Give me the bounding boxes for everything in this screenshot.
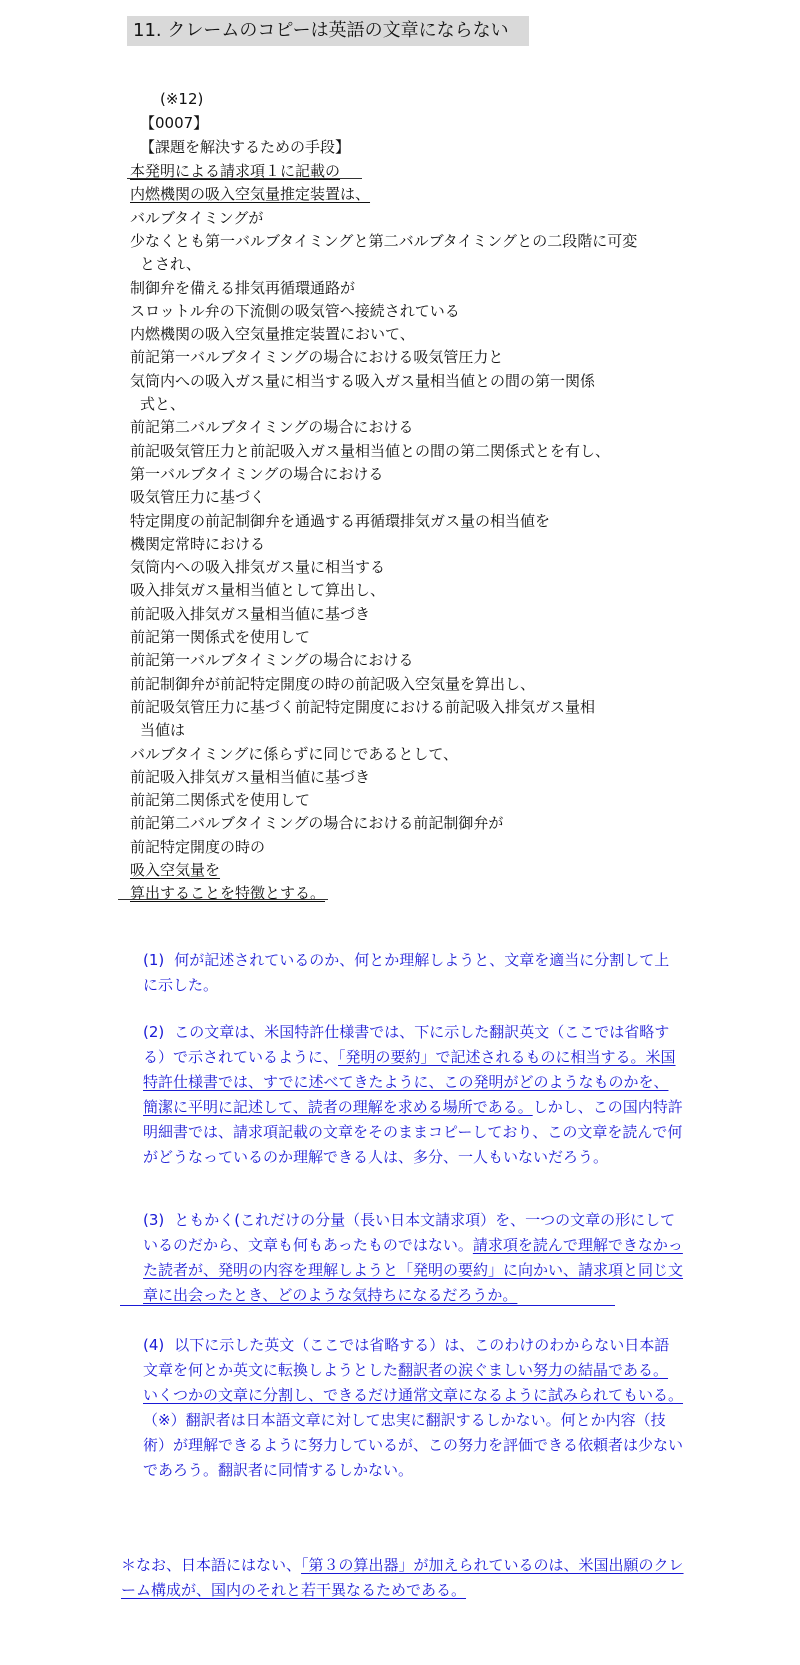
note-number: (4): [143, 1336, 165, 1354]
claim-line: 前記第一バルブタイミングの場合における吸気管圧力と: [130, 348, 504, 367]
claim-line: 気筒内への吸入ガス量に相当する吸入ガス量相当値との間の第一関係: [130, 371, 596, 390]
claim-line: 当値は: [140, 721, 186, 740]
note-text-underlined: 「発明の要約」で記述されるものに相当する。米国特許仕様書では、すでに述べてきたように、この発明がどのようなものかを、簡潔に平明に記述して、読者の理解を求める場所である。: [143, 1048, 676, 1116]
note-footnote: [121, 1553, 686, 1603]
section-title: 11. クレームのコピーは英語の文章にならない: [127, 16, 529, 46]
note-text-underlined: 「第３の算出器」が加えられているのは、米国出願のクレーム構成が、国内のそれと若干異なるためである。: [121, 1556, 684, 1599]
claim-line: 特定開度の前記制御弁を通過する再循環排気ガス量の相当値を: [130, 511, 551, 530]
claim-line: 第一バルブタイミングの場合における: [130, 464, 384, 483]
claim-line: 内燃機関の吸入空気量推定装置は、: [130, 185, 371, 204]
paragraph-number: 【0007】: [140, 114, 209, 132]
underline-rule: [120, 1305, 615, 1306]
claim-line: 吸気管圧力に基づく: [130, 488, 266, 507]
claim-line: バルブタイミングが: [130, 208, 264, 227]
claim-line: 気筒内への吸入排気ガス量に相当する: [130, 558, 386, 577]
claim-line: バルブタイミングに係らずに同じであるとして、: [130, 744, 459, 763]
claim-line: 前記第二バルブタイミングの場合における: [130, 418, 414, 437]
claim-marker: (※12): [160, 90, 204, 108]
note-text: ともかく(これだけの分量（長い日本文請求項）を、一つの文章の形にしているのだから、文章も何もあったものではない。: [143, 1211, 676, 1254]
claim-line: 本発明による請求項１に記載の: [130, 162, 341, 180]
note-4: [143, 1333, 683, 1483]
note-number: (3): [143, 1211, 165, 1229]
claim-line: 算出することを特徴とする。: [130, 884, 326, 903]
claim-line: 内燃機関の吸入空気量推定装置において、: [130, 325, 415, 344]
claim-line: 吸入空気量を: [130, 861, 221, 879]
claim-line: 前記吸入排気ガス量相当値に基づき: [130, 767, 371, 786]
claim-line: 前記吸入排気ガス量相当値に基づき: [130, 604, 371, 623]
claim-line: 前記制御弁が前記特定開度の時の前記吸入空気量を算出し、: [130, 674, 536, 693]
claim-line: 前記吸気管圧力と前記吸入ガス量相当値との間の第二関係式とを有し、: [130, 441, 611, 460]
note-text: なお、日本語にはない、: [136, 1556, 302, 1574]
note-text: 以下に示した英文（ここでは省略する）は、このわけのわからない日本語文章を何とか英文に転換しようとした: [143, 1336, 670, 1379]
claim-line: 前記特定開度の時の: [130, 837, 266, 856]
note-3: [143, 1208, 683, 1308]
underline-rule: [127, 178, 362, 179]
note-text-underlined: 請求項を読んで理解できなかった読者が、発明の内容を理解しようと「発明の要約」に向かい、請求項と同じ文章に出会ったとき、どのような気持ちになるだろうか。: [143, 1236, 684, 1304]
claim-line: 前記第二関係式を使用して: [130, 791, 311, 810]
note-text: （※）翻訳者は日本語文章に対して忠実に翻訳するしかない。何とか内容（技術）が理解できるように努力しているが、この努力を評価できる依頼者は少ないであろう。翻訳者に同情するしかない。: [143, 1411, 684, 1479]
note-text: 何が記述されているのか、何とか理解しようと、文章を適当に分割して上に示した。: [143, 951, 670, 994]
claim-line: 前記吸気管圧力に基づく前記特定開度における前記吸入排気ガス量相: [130, 697, 596, 716]
claim-line: 少なくとも第一バルブタイミングと第二バルブタイミングとの二段階に可変: [130, 231, 638, 250]
note-number: (1): [143, 951, 165, 969]
note-number: (2): [143, 1023, 165, 1041]
asterisk-mark: ＊: [121, 1556, 137, 1574]
claim-line: 機関定常時における: [130, 534, 266, 553]
underline-rule: [118, 899, 328, 900]
claim-line: スロットル弁の下流側の吸気管へ接続されている: [130, 301, 460, 320]
claim-line: 制御弁を備える排気再循環通路が: [130, 278, 356, 297]
note-text-underlined: 翻訳者の涙ぐましい努力の結晶である。いくつかの文章に分割し、できるだけ通常文章になるように試みられてもいる。: [143, 1361, 684, 1404]
claim-line: 式と、: [140, 395, 186, 413]
note-text: しかし、この国内特許明細書では、請求項記載の文章をそのままコピーしており、この文章を読んで何がどうなっているのか理解できる人は、多分、一人もいないだろう。: [143, 1098, 683, 1166]
note-2: [143, 1020, 683, 1170]
note-1: [143, 948, 683, 998]
claim-line: 吸入排気ガス量相当値として算出し、: [130, 581, 386, 600]
claim-line: 前記第一バルブタイミングの場合における: [130, 651, 414, 670]
note-text: この文章は、米国特許仕様書では、下に示した翻訳英文（ここでは省略する）で示されているように、: [143, 1023, 670, 1066]
claim-line: 前記第二バルブタイミングの場合における前記制御弁が: [130, 814, 504, 833]
claim-line: 前記第一関係式を使用して: [130, 628, 311, 646]
claim-line: とされ、: [140, 255, 201, 274]
claim-heading: 【課題を解決するための手段】: [140, 138, 351, 156]
